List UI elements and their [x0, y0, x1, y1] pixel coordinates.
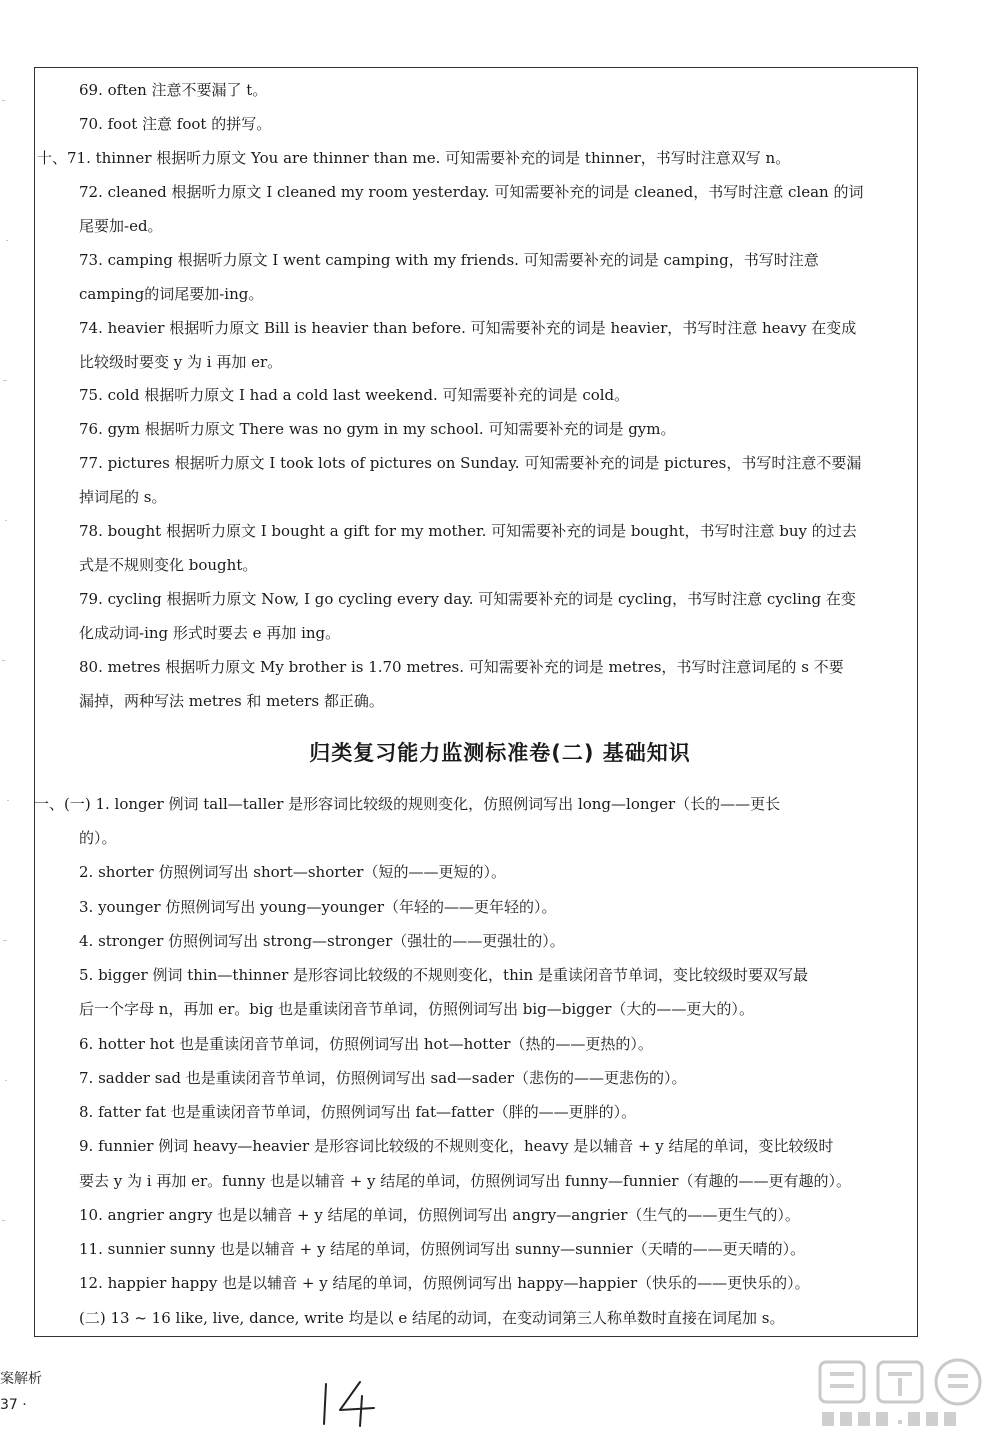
answer-77-line1: 77. pictures 根据听力原文 I took lots of pictures on Sunday. 可知需要补充的词是 pictures，书写时注意不要漏 — [79, 454, 862, 472]
page-number: 37 · — [0, 1397, 27, 1413]
answer-75: 75. cold 根据听力原文 I had a cold last weekend. 可知需要补充的词是 cold。 — [79, 386, 630, 404]
answer-5-line1: 5. bigger 例词 thin—thinner 是形容词比较级的不规则变化，thin 是重读闭音节单词，变比较级时要双写最 — [79, 966, 808, 984]
answer-7: 7. sadder sad 也是重读闭音节单词，仿照例词写出 sad—sader（悲伤的——更悲伤的）。 — [79, 1069, 687, 1087]
answer-72-line2: 尾要加-ed。 — [79, 217, 163, 235]
answer-73-line2: camping的词尾要加-ing。 — [79, 285, 264, 303]
answer-74-line2: 比较级时要变 y 为 i 再加 er。 — [79, 353, 283, 371]
answer-8: 8. fatter fat 也是重读闭音节单词，仿照例词写出 fat—fatter（胖的——更胖的）。 — [79, 1103, 637, 1121]
watermark-logo — [812, 1356, 992, 1432]
answer-2: 2. shorter 仿照例词写出 short—shorter（短的——更短的）。 — [79, 863, 506, 881]
scan-edge-noise — [0, 0, 20, 1434]
answer-79-line2: 化成动词-ing 形式时要去 e 再加 ing。 — [79, 624, 341, 642]
answer-1-line1: 一、(一) 1. longer 例词 tall—taller 是形容词比较级的规则变化，仿照例词写出 long—longer（长的——更长 — [34, 795, 781, 813]
footer-section-label: 案解析 — [0, 1371, 42, 1387]
answer-9-line1: 9. funnier 例词 heavy—heavier 是形容词比较级的不规则变化，heavy 是以辅音 + y 结尾的单词，变比较级时 — [79, 1137, 834, 1155]
answer-1-line2: 的）。 — [79, 829, 117, 847]
answer-80-line1: 80. metres 根据听力原文 My brother is 1.70 metres. 可知需要补充的词是 metres，书写时注意词尾的 s 不要 — [79, 658, 844, 676]
answer-10: 10. angrier angry 也是以辅音 + y 结尾的单词，仿照例词写出 angry—angrier（生气的——更生气的）。 — [79, 1206, 800, 1224]
answer-6: 6. hotter hot 也是重读闭音节单词，仿照例词写出 hot—hotter（热的——更热的）。 — [79, 1035, 653, 1053]
answer-80-line2: 漏掉，两种写法 metres 和 meters 都正确。 — [79, 692, 384, 710]
answer-9-line2: 要去 y 为 i 再加 er。funny 也是以辅音 + y 结尾的单词，仿照例词写出 funny—funnier（有趣的——更有趣的）。 — [79, 1172, 851, 1190]
answer-72-line1: 72. cleaned 根据听力原文 I cleaned my room yesterday. 可知需要补充的词是 cleaned，书写时注意 clean 的词 — [79, 183, 864, 201]
answer-70: 70. foot 注意 foot 的拼写。 — [79, 115, 272, 133]
answer-79-line1: 79. cycling 根据听力原文 Now, I go cycling every day. 可知需要补充的词是 cycling，书写时注意 cycling 在变 — [79, 590, 856, 608]
answer-78-line1: 78. bought 根据听力原文 I bought a gift for my mother. 可知需要补充的词是 bought，书写时注意 buy 的过去 — [79, 522, 857, 540]
answer-12: 12. happier happy 也是以辅音 + y 结尾的单词，仿照例词写出 happy—happier（快乐的——更快乐的）。 — [79, 1274, 810, 1292]
answer-71: 十、71. thinner 根据听力原文 You are thinner than me. 可知需要补充的词是 thinner，书写时注意双写 n。 — [37, 149, 791, 167]
answer-78-line2: 式是不规则变化 bought。 — [79, 556, 258, 574]
answer-69: 69. often 注意不要漏了 t。 — [79, 81, 268, 99]
answer-11: 11. sunnier sunny 也是以辅音 + y 结尾的单词，仿照例词写出 sunny—sunnier（天晴的——更天晴的）。 — [79, 1240, 806, 1258]
answer-73-line1: 73. camping 根据听力原文 I went camping with my friends. 可知需要补充的词是 camping，书写时注意 — [79, 251, 819, 269]
answer-13-16: (二) 13 ~ 16 like, live, dance, write 均是以 e 结尾的动词，在变动词第三人称单数时直接在词尾加 s。 — [79, 1309, 785, 1327]
answer-76: 76. gym 根据听力原文 There was no gym in my school. 可知需要补充的词是 gym。 — [79, 420, 676, 438]
section-title: 归类复习能力监测标准卷(二) 基础知识 — [309, 741, 691, 765]
answer-3: 3. younger 仿照例词写出 young—younger（年轻的——更年轻的）。 — [79, 898, 557, 916]
answer-5-line2: 后一个字母 n，再加 er。big 也是重读闭音节单词，仿照例词写出 big—bigger（大的——更大的）。 — [79, 1000, 754, 1018]
answer-74-line1: 74. heavier 根据听力原文 Bill is heavier than before. 可知需要补充的词是 heavier，书写时注意 heavy 在变成 — [79, 319, 857, 337]
handwritten-page-mark — [318, 1378, 388, 1428]
answer-77-line2: 掉词尾的 s。 — [79, 488, 167, 506]
answer-4: 4. stronger 仿照例词写出 strong—stronger（强壮的——更强壮的）。 — [79, 932, 565, 950]
